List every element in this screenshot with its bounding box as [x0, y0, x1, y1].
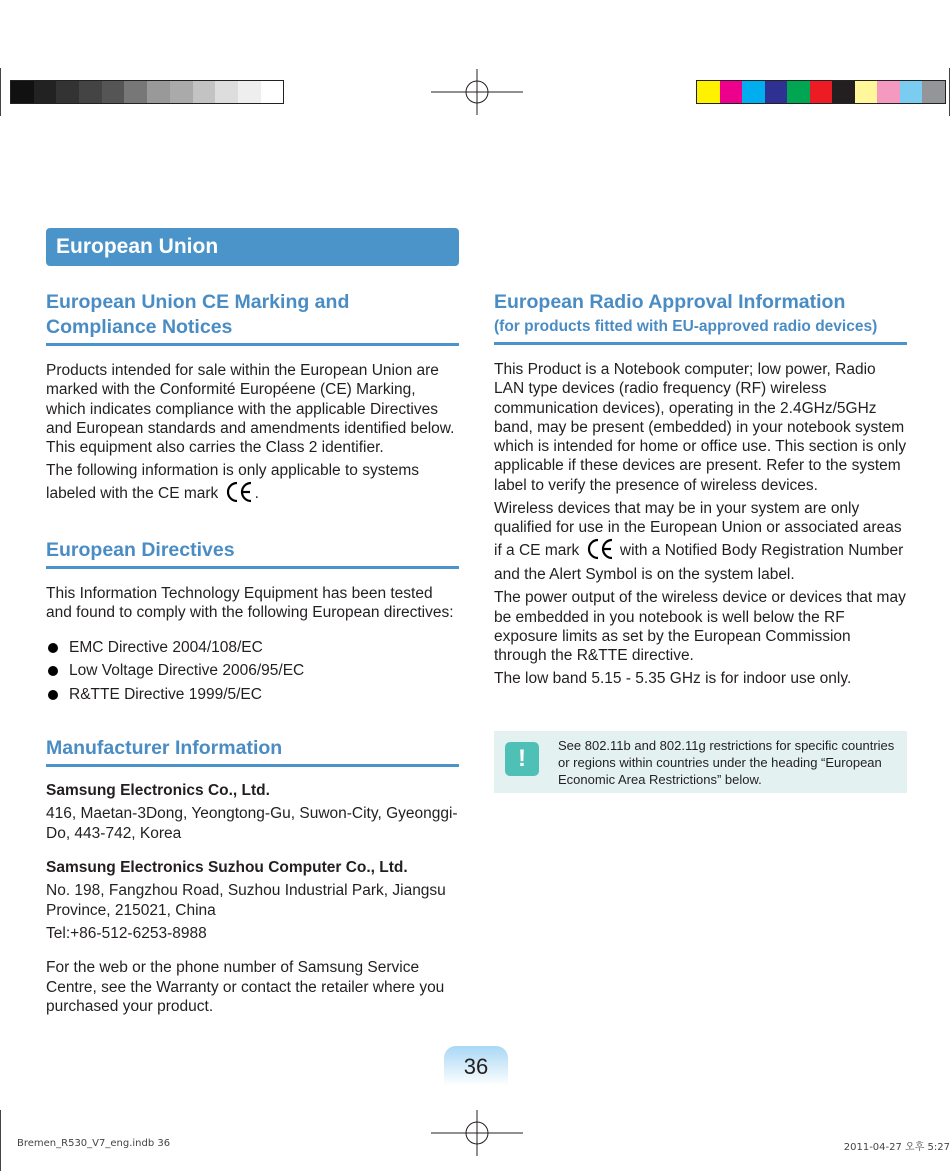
ce-marking-paragraph: Products intended for sale within the European Union are marked with the Conformité Européene (CE) Marking, which indicates compliance with the applicable Directives and European standards and amendments identified below. This equipment also carries the Class 2 identifier.: [46, 362, 455, 457]
ce-applicability-paragraph: [46, 461, 459, 508]
list-item: Low Voltage Directive 2006/95/EC: [46, 659, 459, 683]
slug-timestamp: 2011-04-27 오후 5:27: [843, 1142, 950, 1153]
color-swatch: [810, 81, 833, 103]
radio-paragraph-3: The power output of the wireless device or devices that may be embedded in you notebook is well below the RF exposure limits as set by the European Commission through the R&TTE directive.: [494, 589, 906, 665]
grayscale-calibration-bar: [10, 80, 284, 104]
color-swatch: [765, 81, 788, 103]
slug-filename: Bremen_R530_V7_eng.indb 36: [17, 1138, 171, 1149]
company1-name: Samsung Electronics Co., Ltd.: [46, 782, 270, 800]
ce-applicability-text: The following information is only applicable to systems labeled with the CE mark: [46, 462, 420, 502]
gray-swatch: [193, 81, 216, 103]
gray-swatch: [147, 81, 170, 103]
company2-address: No. 198, Fangzhou Road, Suzhou Industrial Park, Jiangsu Province, 215021, China: [46, 882, 446, 919]
crop-mark-bottom-left: [0, 1110, 1, 1171]
color-swatch: [877, 81, 900, 103]
list-item: R&TTE Directive 1999/5/EC: [46, 683, 459, 707]
registration-mark-top: [431, 69, 523, 115]
ce-applicability-end: .: [254, 484, 259, 502]
radio-approval-heading: [494, 290, 907, 345]
color-swatch: [720, 81, 743, 103]
company1-address: 416, Maetan-3Dong, Yeongtong-Gu, Suwon-City, Gyeonggi-Do, 443-742, Korea: [46, 805, 458, 842]
company2-tel: Tel:+86-512-6253-8988: [46, 924, 207, 942]
crop-mark-top-left: [0, 68, 1, 116]
directives-heading: European Directives: [46, 538, 459, 569]
color-swatch: [832, 81, 855, 103]
alert-icon: !: [505, 742, 539, 776]
service-paragraph: For the web or the phone number of Samsung Service Centre, see the Warranty or contact the retailer where you purchased your product.: [46, 959, 445, 1015]
color-swatch: [742, 81, 765, 103]
ce-mark-icon: [586, 538, 614, 565]
color-swatch: [922, 81, 945, 103]
gray-swatch: [79, 81, 102, 103]
radio-paragraph-2: [494, 499, 907, 584]
gray-swatch: [170, 81, 193, 103]
gray-swatch: [11, 81, 34, 103]
left-column: [46, 290, 459, 1016]
directives-paragraph: This Information Technology Equipment has been tested and found to comply with the following European directives:: [46, 585, 454, 622]
gray-swatch: [34, 81, 57, 103]
list-item: EMC Directive 2004/108/EC: [46, 636, 459, 660]
registration-mark-bottom: [431, 1110, 523, 1156]
directives-list: [46, 636, 459, 707]
note-text: See 802.11b and 802.11g restrictions for specific countries or regions within countries under the heading “European Economic Area Restrictions” below.: [558, 738, 895, 787]
gray-swatch: [124, 81, 147, 103]
gray-swatch: [261, 81, 284, 103]
color-calibration-bar: [696, 80, 946, 104]
section-banner: European Union: [46, 228, 459, 266]
gray-swatch: [238, 81, 261, 103]
page-number: 36: [444, 1046, 508, 1086]
radio-paragraph-1: This Product is a Notebook computer; low power, Radio LAN type devices (radio frequency (RF) wireless communication devices), operating in the 2.4GHz/5GHz band, may be present (embedded) in your notebook system which is intended for home or office use. This section is only applicable if these devices are present. Refer to the system label to verify the presence of wireless devices.: [494, 361, 907, 494]
color-swatch: [900, 81, 923, 103]
color-swatch: [855, 81, 878, 103]
radio-paragraph-2-end: with a Notified Body Registration Number and the Alert Symbol is on the system label.: [494, 541, 904, 583]
radio-paragraph-4: The low band 5.15 - 5.35 GHz is for indoor use only.: [494, 670, 852, 688]
gray-swatch: [215, 81, 238, 103]
color-swatch: [697, 81, 720, 103]
right-column: [494, 290, 907, 689]
gray-swatch: [102, 81, 125, 103]
ce-marking-heading: European Union CE Marking and Compliance Notices: [46, 290, 459, 346]
manufacturer-heading: Manufacturer Information: [46, 736, 459, 767]
company2-name: Samsung Electronics Suzhou Computer Co., Ltd.: [46, 859, 408, 877]
radio-paragraph-2-start: Wireless devices that may be in your system are only qualified for use in the European Union or associated areas if a CE mark: [494, 500, 902, 559]
color-swatch: [787, 81, 810, 103]
radio-approval-title: European Radio Approval Information: [494, 291, 846, 313]
radio-approval-subtitle: (for products fitted with EU-approved radio devices): [494, 318, 878, 335]
ce-mark-icon: [225, 481, 253, 508]
restrictions-note: [494, 731, 907, 793]
gray-swatch: [56, 81, 79, 103]
